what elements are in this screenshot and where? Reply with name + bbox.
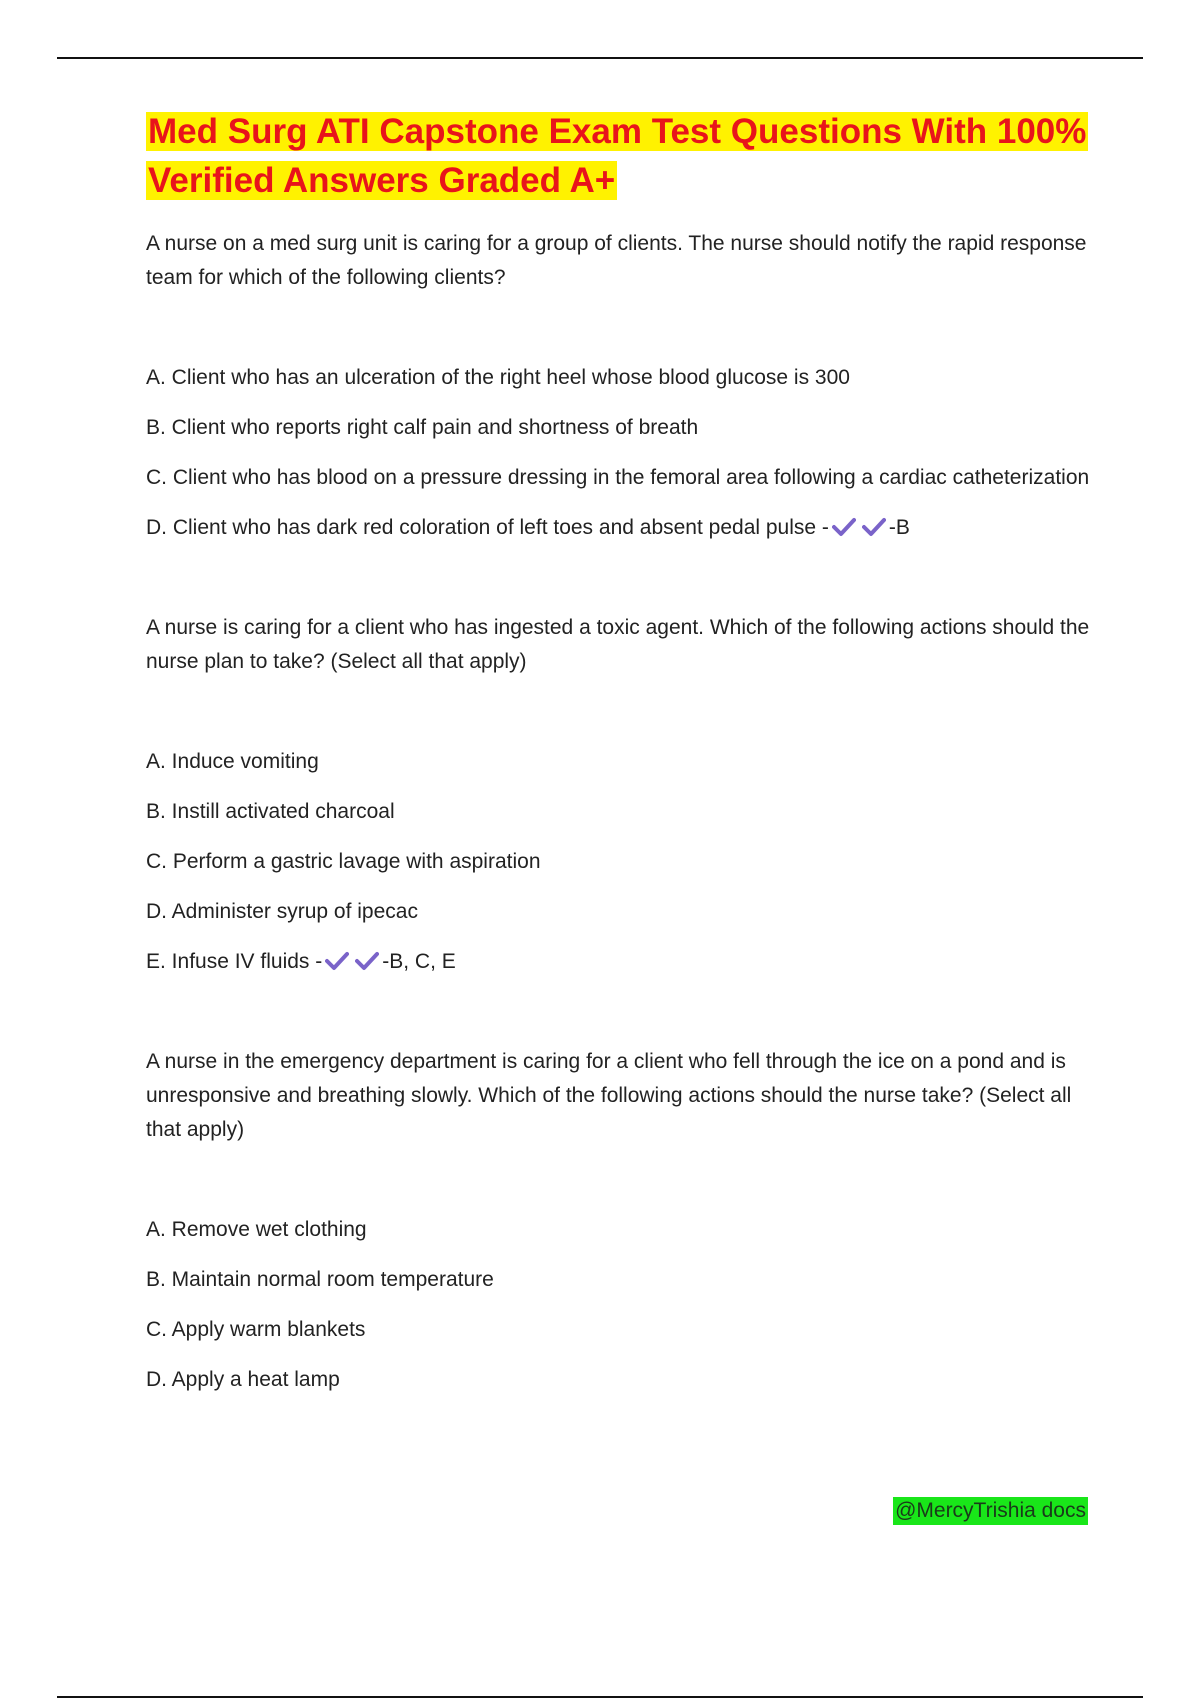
option-a: A. Induce vomiting [146,750,319,773]
question-1 [146,227,1096,545]
option-c: C. Apply warm blankets [146,1318,366,1341]
option-e [146,945,1096,979]
question-stem: A nurse is caring for a client who has ingested a toxic agent. Which of the following actions should the nurse plan to take? (Select all that apply) [146,616,1090,673]
option-c: C. Perform a gastric lavage with aspiration [146,850,541,873]
check-mark-icon [325,951,349,971]
question-2 [146,611,1096,979]
option-d [146,511,1096,545]
check-mark-icon [355,951,379,971]
option-b: B. Instill activated charcoal [146,800,395,823]
option-text: D. Client who has dark red coloration of left toes and absent pedal pulse - [146,516,829,539]
option-d: D. Apply a heat lamp [146,1368,340,1391]
option-b: B. Maintain normal room temperature [146,1268,494,1291]
check-mark-icon [862,517,886,537]
watermark-label: @MercyTrishia docs [893,1497,1088,1525]
bottom-rule [57,1696,1143,1698]
document-body [146,107,1096,1463]
question-stem: A nurse on a med surg unit is caring for a group of clients. The nurse should notify the rapid response team for which of the following clients? [146,232,1087,289]
option-a: A. Remove wet clothing [146,1218,367,1241]
question-stem: A nurse in the emergency department is caring for a client who fell through the ice on a pond and is unresponsive and breathing slowly. Which of the following actions should the nurse take? (Select all that apply) [146,1050,1072,1141]
answer-text: -B, C, E [382,950,456,973]
document-title: Med Surg ATI Capstone Exam Test Questions With 100% Verified Answers Graded A+ [148,112,1087,200]
option-b: B. Client who reports right calf pain and shortness of breath [146,416,699,439]
option-d: D. Administer syrup of ipecac [146,900,418,923]
check-mark-icon [832,517,856,537]
option-a: A. Client who has an ulceration of the right heel whose blood glucose is 300 [146,366,850,389]
top-rule [57,57,1143,59]
option-text: E. Infuse IV fluids - [146,950,323,973]
option-c: C. Client who has blood on a pressure dressing in the femoral area following a cardiac catheterization [146,466,1090,489]
question-3 [146,1045,1096,1397]
answer-text: -B [888,516,910,539]
